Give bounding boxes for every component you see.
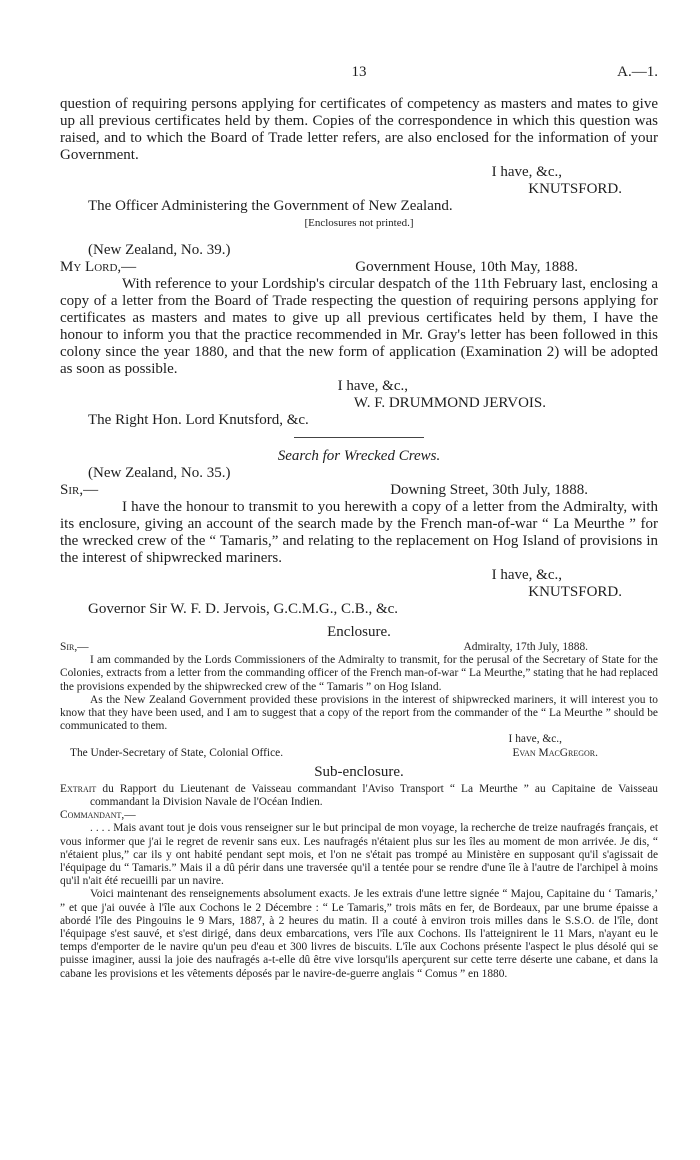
page-header xyxy=(60,64,658,84)
section-title: Search for Wrecked Crews. xyxy=(277,448,441,464)
letter3-salutation: Sir,— xyxy=(60,482,99,498)
letter3-heading xyxy=(60,482,658,499)
letter2-addressee: The Right Hon. Lord Knutsford, &c. xyxy=(88,412,309,428)
sub-enclosure-paragraph-2: Voici maintenant des renseignements absolument exacts. Je les extrais d'une lettre signée “ Majou, Capitaine du ‘ Tamaris,’ ” et que j'ai ouvée à l'île aux Cochons le 2 Décembre : “ Le Tamaris,” trois mâts en fer, de Bordeaux, par une brume épaisse a abordé l'île des Pingouins le 9 Mars, 1887, à 2 heures du matin. Il a couté à environ trois milles dans le S.S.O. de l'île, dont l'équipage s'est sauvé, et s'est dirigé, dans deux embarcations, vers l'île aux Cochons. Ils l'atteignirent le 11 Mars, n'ayant eu le temps d'emporter de le navire qu'un peu d'eau et 300 livres de biscuits. L'île aux Cochons présente l'aspect le plus désolé qui se puisse imaginer, aussi la joie des naufragés a-t-elle dû être vive lorsqu'ils aperçurent sur cette terre déserte une cabane, et dans la cabane les provisions et les vêtements déposés par le navire-de-guerre anglais “ Comus ” en 1880. xyxy=(60,888,658,980)
signature-knutsford-1: KNUTSFORD. xyxy=(528,181,622,197)
letter2-signature: W. F. DRUMMOND JERVOIS. xyxy=(353,395,546,411)
closing-have: I have, &c., xyxy=(491,164,562,180)
sub-enclosure-extrait xyxy=(60,783,658,809)
letter3-have: I have, &c., xyxy=(491,567,562,583)
enclosure-addressee: The Under-Secretary of State, Colonial Office. xyxy=(70,746,284,759)
enclosure-title: Enclosure. xyxy=(327,624,391,640)
sub-enclosure-paragraph-1: . . . . Mais avant tout je dois vous renseigner sur le but principal de mon voyage, la recherche de treize naufragés français, et vous informer que j'ai le regret de revenir sans eux. Les naufragés n'étaient plus sur les îles au moment de mon arrivée. Je dis, “ n'étaient plus,” car ils y ont habité pendant sept mois, et l'on ne s'était pas trompé au Ministère en supposant qu'il s'agissait de l'équipage du “ Tamaris.” Mais il a dû périr dans une traversée qu'il a tentée pour se rendre d'une île à l'autre de l'archipel à moins qu'il n'ait été recueilli par un navire. xyxy=(60,822,658,888)
letter2-salutation: My Lord,— xyxy=(60,259,137,275)
enclosure-signature: Evan MacGregor. xyxy=(512,746,598,759)
enclosure-paragraph-1: I am commanded by the Lords Commissioners of the Admiralty to transmit, for the perusal of the Secretary of State for the Colonies, extracts from a letter from the commanding officer of the French man-of-war “ La Meurthe,” stating that he had replaced the provisions expended by the shipwrecked crew of the “ Tamaris ” on Hog Island. xyxy=(60,654,658,693)
addressee-1: The Officer Administering the Government of New Zealand. xyxy=(88,198,453,214)
letter2-reference: (New Zealand, No. 39.) xyxy=(88,242,231,258)
enclosures-note: [Enclosures not printed.] xyxy=(304,217,414,229)
enclosure-closing xyxy=(60,747,658,760)
enclosure-salutation: Sir,— xyxy=(60,641,89,653)
extrait-text: du Rapport du Lieutenant de Vaisseau commandant l'Aviso Transport “ La Meurthe ” au Capitaine de Vaisseau commandant la Division Navale de l'Océan Indien. xyxy=(90,782,658,808)
extrait-lead: Extrait xyxy=(60,782,97,795)
enclosure-place-date: Admiralty, 17th July, 1888. xyxy=(463,641,588,653)
sub-enclosure-title: Sub-enclosure. xyxy=(314,763,404,780)
letter3-addressee: Governor Sir W. F. D. Jervois, G.C.M.G., C.B., &c. xyxy=(88,601,399,617)
letter2-place-date: Government House, 10th May, 1888. xyxy=(355,259,578,275)
letter2-have: I have, &c., xyxy=(337,378,408,394)
sub-enclosure-commandant: Commandant,— xyxy=(60,809,136,822)
enclosure-have: I have, &c., xyxy=(508,733,562,746)
document-reference: A.—1. xyxy=(617,64,658,80)
continued-paragraph: question of requiring persons applying for certificates of competency as masters and mates to give up all previous certificates held by them. Copies of the correspondence in which this question was raised, and to which the Board of Trade letter refers, are also enclosed for the information of your Government. xyxy=(60,96,658,163)
letter3-signature: KNUTSFORD. xyxy=(528,584,622,600)
letter2-body: With reference to your Lordship's circular despatch of the 11th February last, enclosing a copy of a letter from the Board of Trade respecting the question of requiring persons applying for certificates as masters and mates to give up all previous certificates held by them, I have the honour to inform you that the practice recommended in Mr. Gray's letter has been followed in this colony since the year 1880, and that the new form of application (Examination 2) will be adopted as soon as possible. xyxy=(60,276,658,377)
document-body xyxy=(60,96,658,981)
letter3-place-date: Downing Street, 30th July, 1888. xyxy=(390,482,588,498)
page-number: 13 xyxy=(351,64,367,80)
enclosure-paragraph-2: As the New Zealand Government provided these provisions in the interest of shipwrecked mariners, it will interest you to know that they have been used, and I am to suggest that a copy of the report from the commander of the “ La Meurthe ” should be communicated to them. xyxy=(60,693,658,733)
letter3-body: I have the honour to transmit to you herewith a copy of a letter from the Admiralty, with its enclosure, giving an account of the search made by the French man-of-war “ La Meurthe ” for the wrecked crew of the “ Tamaris,” and relating to the replacement on Hog Island of provisions in the interest of shipwrecked mariners. xyxy=(60,499,658,566)
enclosure-heading xyxy=(60,641,658,654)
letter3-reference: (New Zealand, No. 35.) xyxy=(88,465,231,481)
document-page xyxy=(60,0,658,1160)
section-divider xyxy=(294,437,424,438)
letter2-heading xyxy=(60,259,658,276)
